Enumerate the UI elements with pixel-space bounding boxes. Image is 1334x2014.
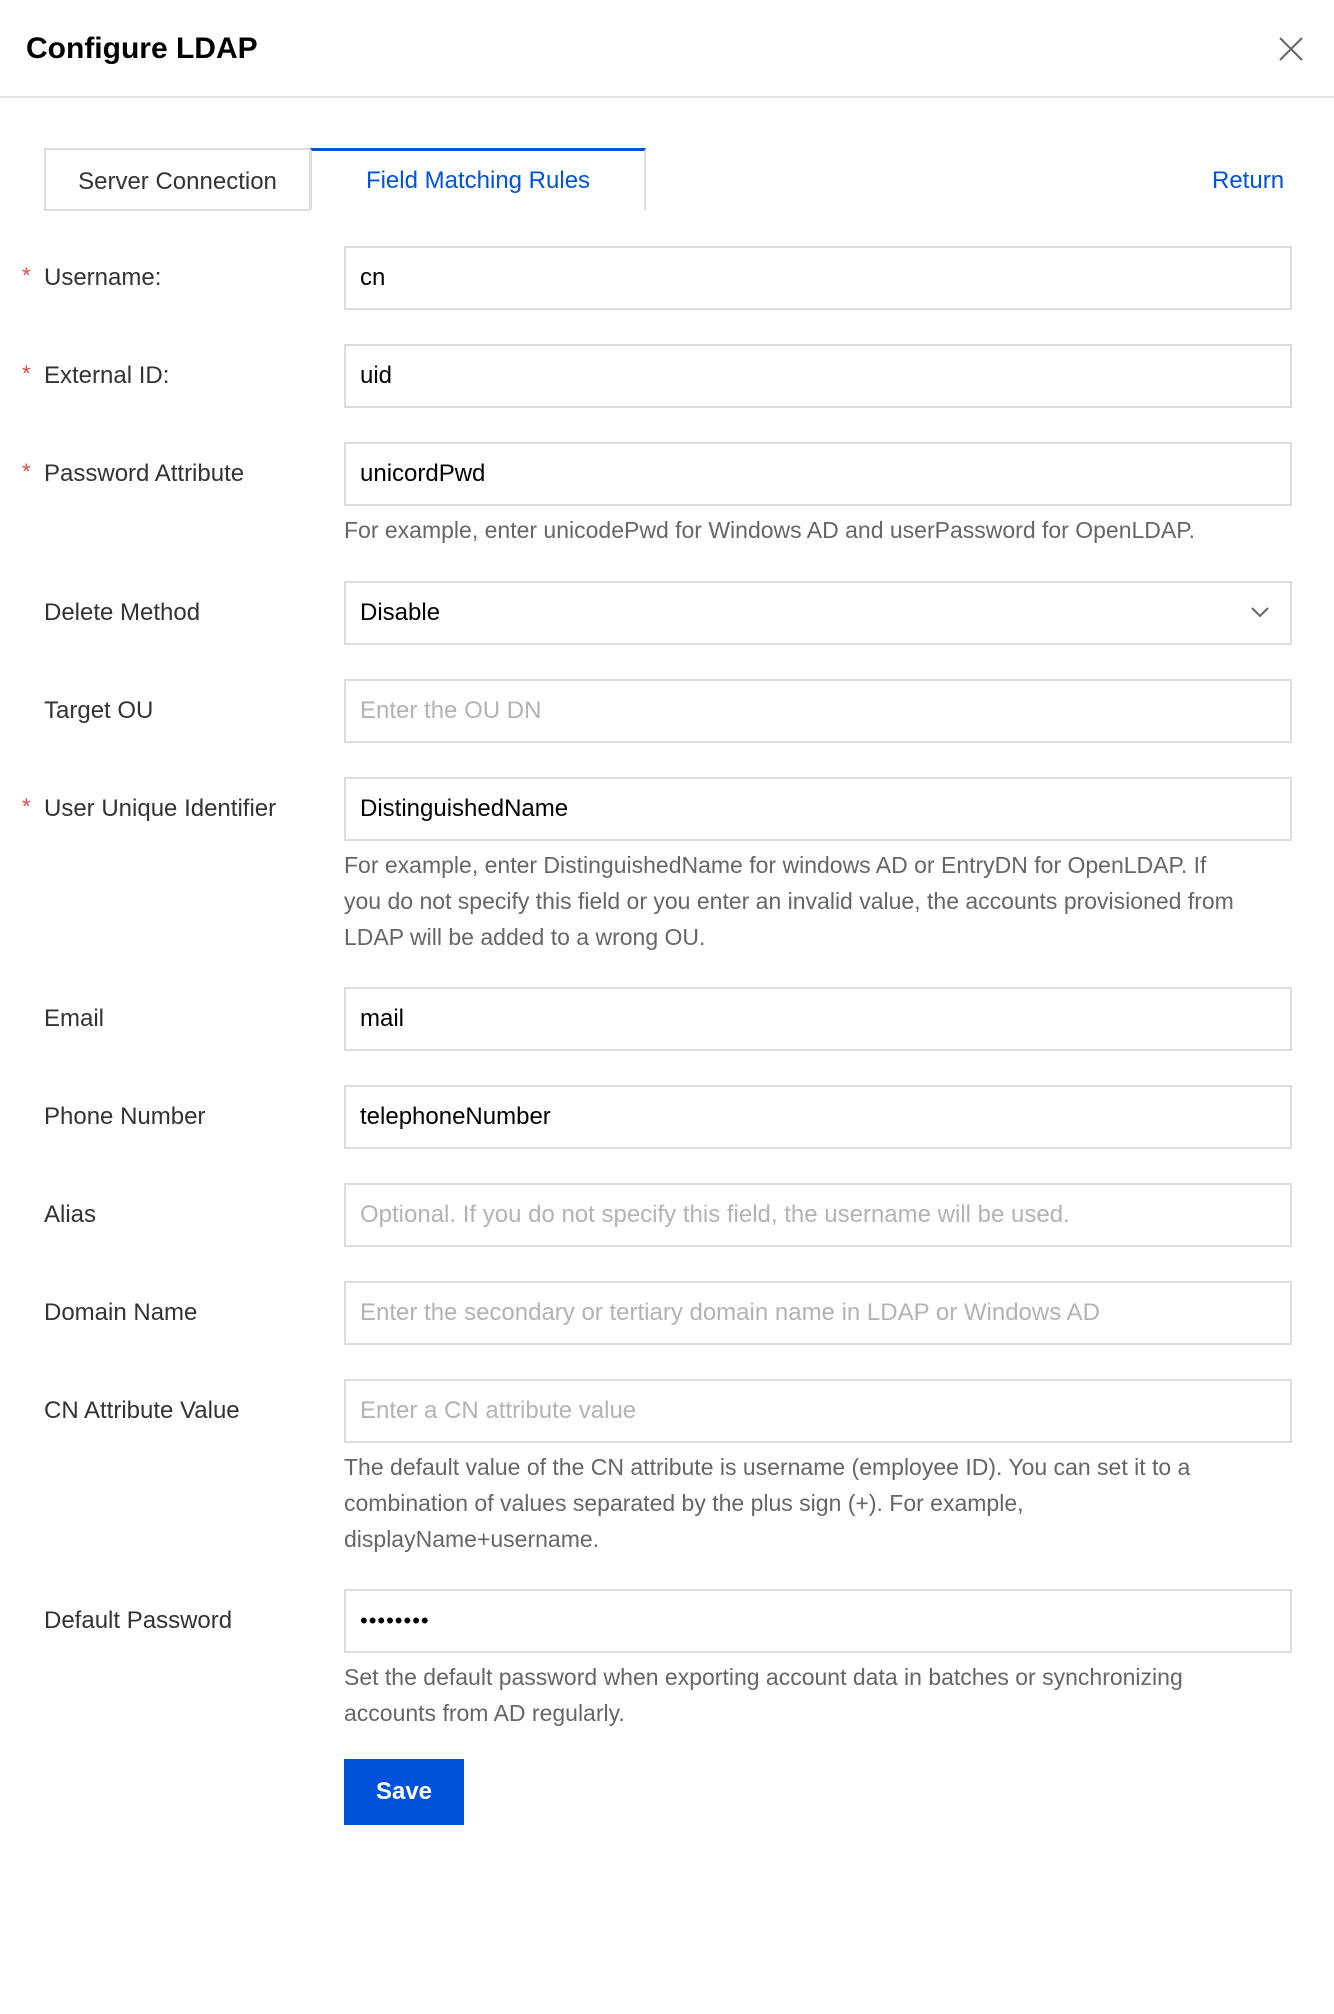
user-unique-identifier-input[interactable] — [344, 777, 1292, 841]
help-line: displayName+username. — [344, 1526, 600, 1552]
required-mark: * — [22, 794, 31, 819]
help-line: LDAP will be added to a wrong OU. — [344, 924, 706, 950]
close-icon[interactable] — [1276, 34, 1306, 64]
cn-attribute-value-help — [344, 1449, 1304, 1557]
phone-number-label: Phone Number — [44, 1103, 206, 1130]
help-line: For example, enter DistinguishedName for windows AD or EntryDN for OpenLDAP. If — [344, 852, 1207, 878]
required-mark: * — [22, 459, 31, 484]
target-ou-input[interactable] — [344, 679, 1292, 743]
target-ou-label: Target OU — [44, 697, 154, 724]
dialog-title: Configure LDAP — [26, 32, 258, 65]
phone-number-input[interactable] — [344, 1085, 1292, 1149]
help-line: The default value of the CN attribute is username (employee ID). You can set it to a — [344, 1454, 1191, 1480]
external-id-label: External ID: — [44, 362, 170, 389]
email-label: Email — [44, 1005, 105, 1032]
help-line: combination of values separated by the plus sign (+). For example, — [344, 1490, 1024, 1516]
default-password-input[interactable] — [344, 1589, 1292, 1653]
password-attribute-label: Password Attribute — [44, 460, 245, 487]
user-unique-identifier-help — [344, 847, 1304, 955]
help-line: you do not specify this field or you enter an invalid value, the accounts provisioned from — [344, 888, 1234, 914]
user-unique-identifier-label: User Unique Identifier — [44, 795, 277, 822]
default-password-help — [344, 1659, 1304, 1731]
delete-method-label: Delete Method — [44, 599, 201, 626]
default-password-label: Default Password — [44, 1607, 233, 1634]
required-mark: * — [22, 361, 31, 386]
alias-input[interactable] — [344, 1183, 1292, 1247]
required-mark: * — [22, 263, 31, 288]
delete-method-select[interactable] — [344, 581, 1292, 645]
delete-method-value: Disable — [360, 599, 441, 626]
password-attribute-help: For example, enter unicodePwd for Windows AD and userPassword for OpenLDAP. — [344, 517, 1195, 543]
domain-name-label: Domain Name — [44, 1299, 198, 1326]
dialog-header — [0, 0, 1334, 98]
tab-field-matching-rules[interactable]: Field Matching Rules — [310, 148, 646, 211]
tab-server-connection[interactable]: Server Connection — [44, 148, 311, 211]
help-line: Set the default password when exporting account data in batches or synchronizing — [344, 1664, 1183, 1690]
cn-attribute-value-label: CN Attribute Value — [44, 1397, 240, 1424]
help-line: accounts from AD regularly. — [344, 1700, 625, 1726]
save-button[interactable]: Save — [344, 1759, 464, 1825]
return-link[interactable]: Return — [1212, 167, 1285, 194]
email-input[interactable] — [344, 987, 1292, 1051]
password-attribute-input[interactable] — [344, 442, 1292, 506]
cn-attribute-value-input[interactable] — [344, 1379, 1292, 1443]
username-input[interactable] — [344, 246, 1292, 310]
alias-label: Alias — [44, 1201, 97, 1228]
username-label: Username: — [44, 264, 162, 291]
domain-name-input[interactable] — [344, 1281, 1292, 1345]
password-mask: •••••••• — [360, 1608, 430, 1633]
chevron-down-icon — [1250, 605, 1270, 619]
external-id-input[interactable] — [344, 344, 1292, 408]
